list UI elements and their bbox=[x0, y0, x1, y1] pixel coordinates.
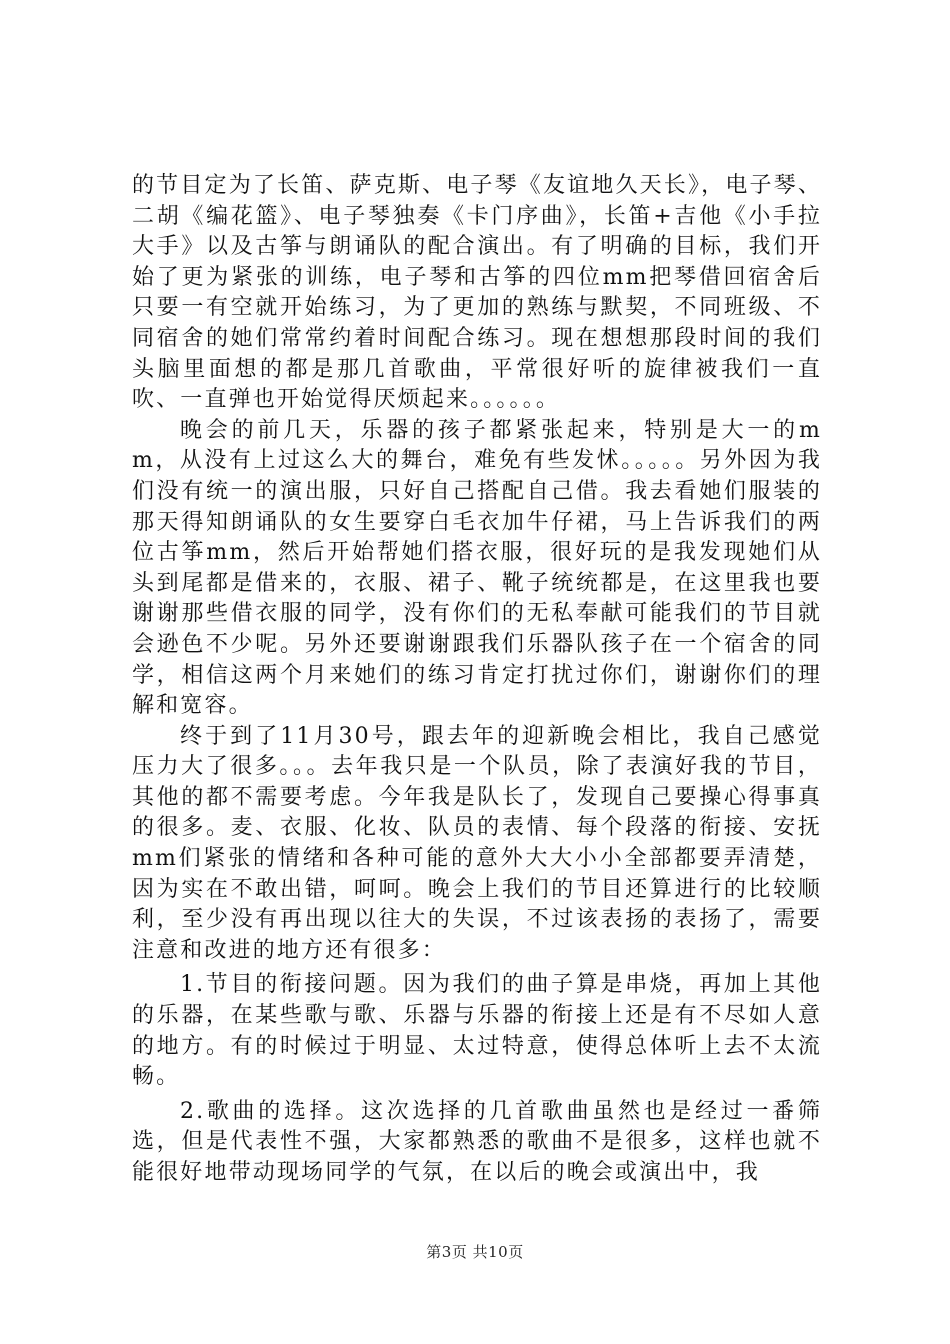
paragraph-1: 的节目定为了长笛、萨克斯、电子琴《友谊地久天长》，电子琴、二胡《编花篮》、电子琴独奏《卡门序曲》，长笛+吉他《小手拉大手》以及古筝与朗诵队的配合演出。有了明确的目标，我们开始了更为紧张的训练，电子琴和古筝的四位mm把琴借回宿舍后只要一有空就开始练习，为了更加的熟练与默契，不同班级、不同宿舍的她们常常约着时间配合练习。现在想想那段时间的我们头脑里面想的都是那几首歌曲，平常很好听的旋律被我们一直吹、一直弹也开始觉得厌烦起来。。。。。。 bbox=[132, 173, 822, 413]
page-footer: 第3页 共10页 bbox=[426, 1243, 524, 1261]
paragraph-4: 1.节目的衔接问题。因为我们的曲子算是串烧，再加上其他的乐器，在某些歌与歌、乐器与乐器的衔接上还是有不尽如人意的地方。有的时候过于明显、太过特意，使得总体听上去不太流畅。 bbox=[132, 972, 822, 1090]
document-body bbox=[132, 171, 822, 1189]
paragraph-3: 终于到了11月30号，跟去年的迎新晚会相比，我自己感觉压力大了很多。。。去年我只是一个队员，除了表演好我的节目，其他的都不需要考虑。今年我是队长了，发现自己要操心得事真的很多。麦、衣服、化妆、队员的表情、每个段落的衔接、安抚mm们紧张的情绪和各种可能的意外大大小小全部都要弄清楚，因为实在不敢出错，呵呵。晚会上我们的节目还算进行的比较顺利，至少没有再出现以往大的失误，不过该表扬的表扬了，需要注意和改进的地方还有很多： bbox=[132, 723, 822, 963]
paragraph-5: 2.歌曲的选择。这次选择的几首歌曲虽然也是经过一番筛选，但是代表性不强，大家都熟悉的歌曲不是很多，这样也就不能很好地带动现场同学的气氛，在以后的晚会或演出中，我 bbox=[132, 1098, 822, 1185]
paragraph-2: 晚会的前几天，乐器的孩子都紧张起来，特别是大一的mm，从没有上过这么大的舞台，难免有些发怵。。。。。另外因为我们没有统一的演出服，只好自己搭配自己借。我去看她们服装的那天得知朗诵队的女生要穿白毛衣加牛仔裙，马上告诉我们的两位古筝mm，然后开始帮她们搭衣服，很好玩的是我发现她们从头到尾都是借来的，衣服、裙子、靴子统统都是，在这里我也要谢谢那些借衣服的同学，没有你们的无私奉献可能我们的节目就会逊色不少呢。另外还要谢谢跟我们乐器队孩子在一个宿舍的同学，相信这两个月来她们的练习肯定打扰过你们，谢谢你们的理解和宽容。 bbox=[132, 417, 822, 719]
